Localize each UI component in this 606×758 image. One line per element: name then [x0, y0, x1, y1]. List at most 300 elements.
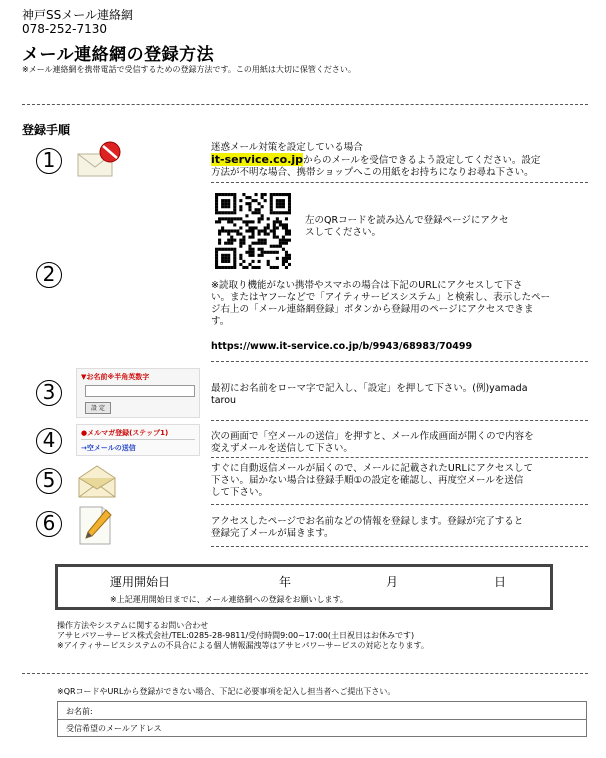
qr-module — [288, 205, 291, 208]
qr-module — [215, 263, 218, 266]
qr-module — [276, 236, 279, 239]
qr-module — [224, 193, 227, 196]
thumb-name-label: ▼お名前※半角英数字 — [81, 373, 150, 381]
submission-form — [57, 701, 587, 737]
qr-module — [288, 233, 291, 236]
qr-module — [230, 236, 233, 239]
qr-module — [282, 223, 285, 226]
qr-module — [227, 266, 230, 269]
divider — [211, 420, 588, 421]
qr-module — [221, 205, 224, 208]
step-5-line-3: して下さい。 — [211, 487, 269, 498]
qr-module — [242, 236, 245, 239]
qr-module — [248, 254, 251, 257]
qr-module — [267, 263, 270, 266]
start-date-label: 運用開始日 — [110, 575, 171, 589]
qr-module — [276, 220, 279, 223]
contact-company: アサヒパワーサービス株式会社/TEL:0285-28-9811/受付時間9:00~17:00(土日祝日はお休みです) — [57, 631, 415, 640]
thumb-name-input — [85, 385, 195, 397]
org-phone: 078-252-7130 — [22, 22, 108, 36]
qr-module — [248, 226, 251, 229]
qr-module — [239, 257, 242, 260]
open-mail-icon — [76, 462, 118, 500]
qr-module — [267, 226, 270, 229]
qr-module — [230, 211, 233, 214]
qr-module — [288, 263, 291, 266]
qr-module — [251, 242, 254, 245]
qr-module — [224, 254, 227, 257]
qr-module — [264, 229, 267, 232]
qr-module — [261, 217, 264, 220]
qr-module — [233, 196, 236, 199]
qr-module — [218, 229, 221, 232]
qr-module — [273, 226, 276, 229]
qr-module — [288, 257, 291, 260]
qr-module — [288, 202, 291, 205]
qr-module — [218, 220, 221, 223]
qr-module — [251, 229, 254, 232]
step-5-line-2: 下さい。届かない場合は登録手順①の設定を確認し、再度空メールを送信 — [211, 475, 524, 486]
divider — [22, 673, 588, 674]
qr-module — [215, 254, 218, 257]
qr-module — [261, 239, 264, 242]
qr-module — [248, 245, 251, 248]
step-6-line-2: 登録完了メールが届きます。 — [211, 528, 334, 539]
qr-module — [236, 217, 239, 220]
qr-module — [273, 245, 276, 248]
qr-module — [276, 211, 279, 214]
step-number-3: 3 — [36, 380, 62, 406]
qr-module — [251, 266, 254, 269]
qr-module — [215, 257, 218, 260]
divider — [211, 182, 588, 183]
step-2-note-3: ジ右上の「メール連絡網登録」ボタンから登録用のページにアクセスできま — [211, 304, 534, 315]
page-title: メール連絡網の登録方法 — [22, 45, 215, 65]
step-2-note-1: ※読取り機能がない携帯やスマホの場合は下記のURLにアクセスして下さ — [211, 280, 523, 291]
empty-mail-thumbnail — [76, 424, 200, 456]
qr-module — [273, 233, 276, 236]
qr-module — [227, 239, 230, 242]
qr-module — [239, 205, 242, 208]
qr-module — [282, 242, 285, 245]
qr-module — [264, 239, 267, 242]
qr-module — [221, 260, 224, 263]
qr-module — [285, 239, 288, 242]
qr-module — [264, 242, 267, 245]
qr-module — [227, 202, 230, 205]
qr-module — [255, 208, 258, 211]
qr-module — [221, 254, 224, 257]
qr-module — [267, 217, 270, 220]
name-field-label: お名前: — [66, 707, 93, 716]
step-2-note-2: い。またはヤフーなどで「アイティサービスシステム」と検索し、表示したペー — [211, 292, 551, 303]
qr-module — [264, 199, 267, 202]
thumb-empty-mail-link: →空メールの送信 — [81, 444, 136, 452]
qr-module — [270, 251, 273, 254]
qr-module — [270, 208, 273, 211]
qr-module — [251, 211, 254, 214]
qr-module — [230, 248, 233, 251]
qr-module — [276, 251, 279, 254]
qr-module — [245, 220, 248, 223]
step-number-4: 4 — [36, 428, 62, 454]
qr-module — [224, 202, 227, 205]
qr-module — [258, 239, 261, 242]
qr-module — [215, 251, 218, 254]
qr-module — [221, 266, 224, 269]
qr-module — [233, 202, 236, 205]
qr-module — [288, 239, 291, 242]
qr-module — [215, 208, 218, 211]
qr-module — [282, 236, 285, 239]
qr-module — [258, 229, 261, 232]
qr-module — [288, 254, 291, 257]
qr-module — [239, 254, 242, 257]
start-date-note: ※上記運用開始日までに、メール連絡網への登録をお願いします。 — [110, 595, 348, 604]
qr-module — [248, 202, 251, 205]
qr-module — [258, 208, 261, 211]
qr-module — [218, 217, 221, 220]
qr-module — [224, 217, 227, 220]
qr-module — [279, 205, 282, 208]
qr-module — [288, 196, 291, 199]
qr-module — [255, 199, 258, 202]
qr-module — [221, 199, 224, 202]
qr-module — [288, 199, 291, 202]
start-date-year: 年 — [279, 575, 292, 589]
step-3-line-2: tarou — [211, 395, 237, 406]
qr-module — [242, 266, 245, 269]
qr-module — [224, 257, 227, 260]
step-number-6: 6 — [36, 511, 62, 537]
qr-module — [273, 229, 276, 232]
qr-module — [276, 245, 279, 248]
qr-module — [279, 239, 282, 242]
qr-module — [242, 220, 245, 223]
qr-module — [261, 251, 264, 254]
qr-module — [230, 229, 233, 232]
qr-module — [261, 196, 264, 199]
qr-module — [233, 217, 236, 220]
qr-module — [233, 266, 236, 269]
qr-module — [285, 251, 288, 254]
qr-module — [233, 223, 236, 226]
step-4-line-2: 変えずメールを送信して下さい。 — [211, 443, 353, 454]
qr-module — [227, 220, 230, 223]
qr-module — [233, 193, 236, 196]
qr-module — [276, 266, 279, 269]
qr-module — [221, 248, 224, 251]
qr-module — [285, 257, 288, 260]
qr-module — [282, 226, 285, 229]
qr-module — [239, 233, 242, 236]
qr-module — [251, 226, 254, 229]
qr-module — [261, 229, 264, 232]
qr-module — [276, 217, 279, 220]
name-form-thumbnail — [76, 368, 200, 418]
divider — [211, 546, 588, 547]
qr-module — [251, 251, 254, 254]
qr-module — [251, 233, 254, 236]
qr-module — [282, 193, 285, 196]
qr-module — [218, 233, 221, 236]
qr-module — [255, 266, 258, 269]
qr-module — [242, 260, 245, 263]
qr-module — [218, 242, 221, 245]
qr-module — [279, 199, 282, 202]
qr-module — [248, 236, 251, 239]
qr-module — [248, 205, 251, 208]
qr-module — [288, 193, 291, 196]
step-1-line-1: 迷惑メール対策を設定している場合 — [211, 142, 363, 153]
qr-module — [221, 211, 224, 214]
step-number-1: 1 — [36, 148, 62, 174]
qr-module — [224, 211, 227, 214]
qr-module — [239, 226, 242, 229]
qr-module — [227, 233, 230, 236]
qr-module — [215, 220, 218, 223]
qr-module — [239, 217, 242, 220]
qr-module — [270, 202, 273, 205]
qr-module — [215, 266, 218, 269]
qr-module — [221, 217, 224, 220]
qr-module — [224, 199, 227, 202]
qr-module — [233, 248, 236, 251]
qr-module — [267, 260, 270, 263]
qr-module — [285, 229, 288, 232]
qr-module — [230, 266, 233, 269]
qr-module — [227, 211, 230, 214]
start-date-month: 月 — [386, 575, 399, 589]
thumb-set-button: 設 定 — [85, 402, 111, 414]
qr-module — [261, 214, 264, 217]
qr-module — [285, 233, 288, 236]
qr-module — [282, 211, 285, 214]
qr-module — [251, 254, 254, 257]
qr-module — [267, 233, 270, 236]
qr-module — [264, 251, 267, 254]
qr-module — [273, 211, 276, 214]
qr-module — [255, 193, 258, 196]
qr-module — [224, 229, 227, 232]
qr-module — [282, 205, 285, 208]
qr-module — [258, 254, 261, 257]
qr-module — [276, 205, 279, 208]
start-date-day: 日 — [494, 575, 507, 589]
qr-module — [248, 248, 251, 251]
qr-module — [273, 266, 276, 269]
qr-module — [282, 199, 285, 202]
qr-module — [288, 211, 291, 214]
qr-module — [270, 266, 273, 269]
qr-module — [239, 245, 242, 248]
step-6-line-1: アクセスしたページでお名前などの情報を登録します。登録が完了すると — [211, 516, 524, 527]
qr-module — [233, 254, 236, 257]
qr-module — [251, 260, 254, 263]
page-subtitle: ※メール連絡網を携帯電話で受信するための登録方法です。この用紙は大切に保管ください。 — [22, 65, 356, 74]
qr-module — [261, 248, 264, 251]
qr-module — [248, 229, 251, 232]
qr-module — [245, 202, 248, 205]
qr-module — [261, 242, 264, 245]
qr-module — [248, 196, 251, 199]
step-2-note-4: す。 — [211, 316, 230, 327]
step-1-line-2: からのメールを受信できるよう設定してください。設定 — [303, 155, 541, 166]
qr-module — [288, 208, 291, 211]
email-field-label: 受信希望のメールアドレス — [66, 724, 162, 733]
qr-module — [270, 211, 273, 214]
step-5-line-1: すぐに自動返信メールが届くので、メールに記載されたURLにアクセスして — [211, 463, 533, 474]
qr-module — [264, 226, 267, 229]
qr-module — [215, 260, 218, 263]
qr-module — [255, 211, 258, 214]
qr-module — [215, 205, 218, 208]
qr-module — [218, 266, 221, 269]
contact-disclaimer: ※アイティサービスシステムの不具合による個人情報漏洩等はアサヒパワーサービスの対応となります。 — [57, 641, 429, 650]
qr-module — [251, 220, 254, 223]
qr-module — [233, 229, 236, 232]
qr-module — [227, 205, 230, 208]
qr-module — [285, 254, 288, 257]
qr-module — [227, 254, 230, 257]
qr-module — [258, 211, 261, 214]
qr-module — [261, 205, 264, 208]
qr-module — [215, 248, 218, 251]
qr-module — [273, 220, 276, 223]
qr-module — [227, 260, 230, 263]
qr-module — [230, 217, 233, 220]
qr-module — [279, 202, 282, 205]
qr-module — [245, 251, 248, 254]
qr-module — [276, 199, 279, 202]
qr-module — [270, 193, 273, 196]
qr-module — [285, 193, 288, 196]
step-number-5: 5 — [36, 468, 62, 494]
qr-module — [218, 193, 221, 196]
qr-module — [230, 239, 233, 242]
qr-module — [221, 193, 224, 196]
qr-module — [282, 263, 285, 266]
qr-module — [270, 196, 273, 199]
form-divider — [58, 719, 586, 720]
qr-module — [215, 199, 218, 202]
footer-note: ※QRコードやURLから登録ができない場合、下記に必要事項を記入し担当者へご提出下さい。 — [57, 687, 396, 696]
qr-module — [258, 202, 261, 205]
qr-module — [279, 223, 282, 226]
qr-module — [258, 266, 261, 269]
qr-module — [273, 223, 276, 226]
step-1-line-3: 方法が不明な場合、携帯ショップへこの用紙をお持ちになりお尋ね下さい。 — [211, 167, 534, 178]
qr-module — [224, 248, 227, 251]
qr-module — [233, 239, 236, 242]
qr-module — [282, 202, 285, 205]
divider — [211, 361, 588, 362]
qr-module — [251, 199, 254, 202]
step-number-2: 2 — [36, 262, 62, 288]
qr-module — [255, 226, 258, 229]
qr-module — [236, 233, 239, 236]
qr-module — [261, 193, 264, 196]
qr-module — [221, 202, 224, 205]
qr-module — [248, 208, 251, 211]
qr-module — [233, 263, 236, 266]
qr-module — [218, 211, 221, 214]
qr-module — [276, 193, 279, 196]
qr-module — [242, 193, 245, 196]
qr-module — [245, 214, 248, 217]
qr-module — [215, 211, 218, 214]
qr-module — [245, 266, 248, 269]
qr-module — [239, 199, 242, 202]
qr-module — [218, 248, 221, 251]
qr-module — [230, 193, 233, 196]
qr-module — [258, 233, 261, 236]
qr-module — [227, 217, 230, 220]
qr-module — [239, 239, 242, 242]
qr-module — [230, 242, 233, 245]
blocked-mail-icon — [76, 140, 124, 180]
qr-module — [264, 193, 267, 196]
qr-module — [233, 257, 236, 260]
qr-instruction-line-2: スしてください。 — [305, 227, 382, 238]
divider — [22, 104, 588, 105]
qr-module — [273, 193, 276, 196]
qr-module — [239, 208, 242, 211]
qr-module — [276, 257, 279, 260]
qr-module — [279, 242, 282, 245]
org-name: 神戸SSメール連絡網 — [22, 8, 133, 22]
qr-module — [258, 242, 261, 245]
divider — [211, 457, 588, 458]
step-3-line-1: 最初にお名前をローマ字で記入し、「設定」を押して下さい。(例)yamada — [211, 383, 528, 394]
qr-module — [233, 208, 236, 211]
qr-code[interactable] — [215, 193, 291, 269]
qr-module — [245, 196, 248, 199]
qr-module — [288, 229, 291, 232]
qr-module — [215, 202, 218, 205]
qr-module — [282, 239, 285, 242]
qr-module — [248, 251, 251, 254]
qr-module — [230, 220, 233, 223]
qr-module — [227, 257, 230, 260]
qr-module — [276, 202, 279, 205]
qr-module — [285, 266, 288, 269]
section-title: 登録手順 — [22, 123, 71, 137]
qr-module — [285, 223, 288, 226]
qr-module — [282, 248, 285, 251]
qr-module — [285, 260, 288, 263]
qr-module — [258, 248, 261, 251]
qr-module — [239, 263, 242, 266]
qr-module — [285, 242, 288, 245]
qr-module — [270, 205, 273, 208]
qr-module — [227, 229, 230, 232]
qr-module — [227, 242, 230, 245]
qr-module — [258, 217, 261, 220]
registration-url[interactable]: https://www.it-service.co.jp/b/9943/68983/70499 — [211, 341, 473, 352]
qr-module — [267, 251, 270, 254]
qr-module — [224, 260, 227, 263]
qr-module — [273, 251, 276, 254]
qr-module — [261, 254, 264, 257]
qr-module — [279, 245, 282, 248]
qr-module — [239, 242, 242, 245]
qr-module — [242, 242, 245, 245]
thumb-divider — [81, 439, 195, 440]
qr-module — [245, 229, 248, 232]
qr-module — [270, 229, 273, 232]
qr-module — [221, 226, 224, 229]
